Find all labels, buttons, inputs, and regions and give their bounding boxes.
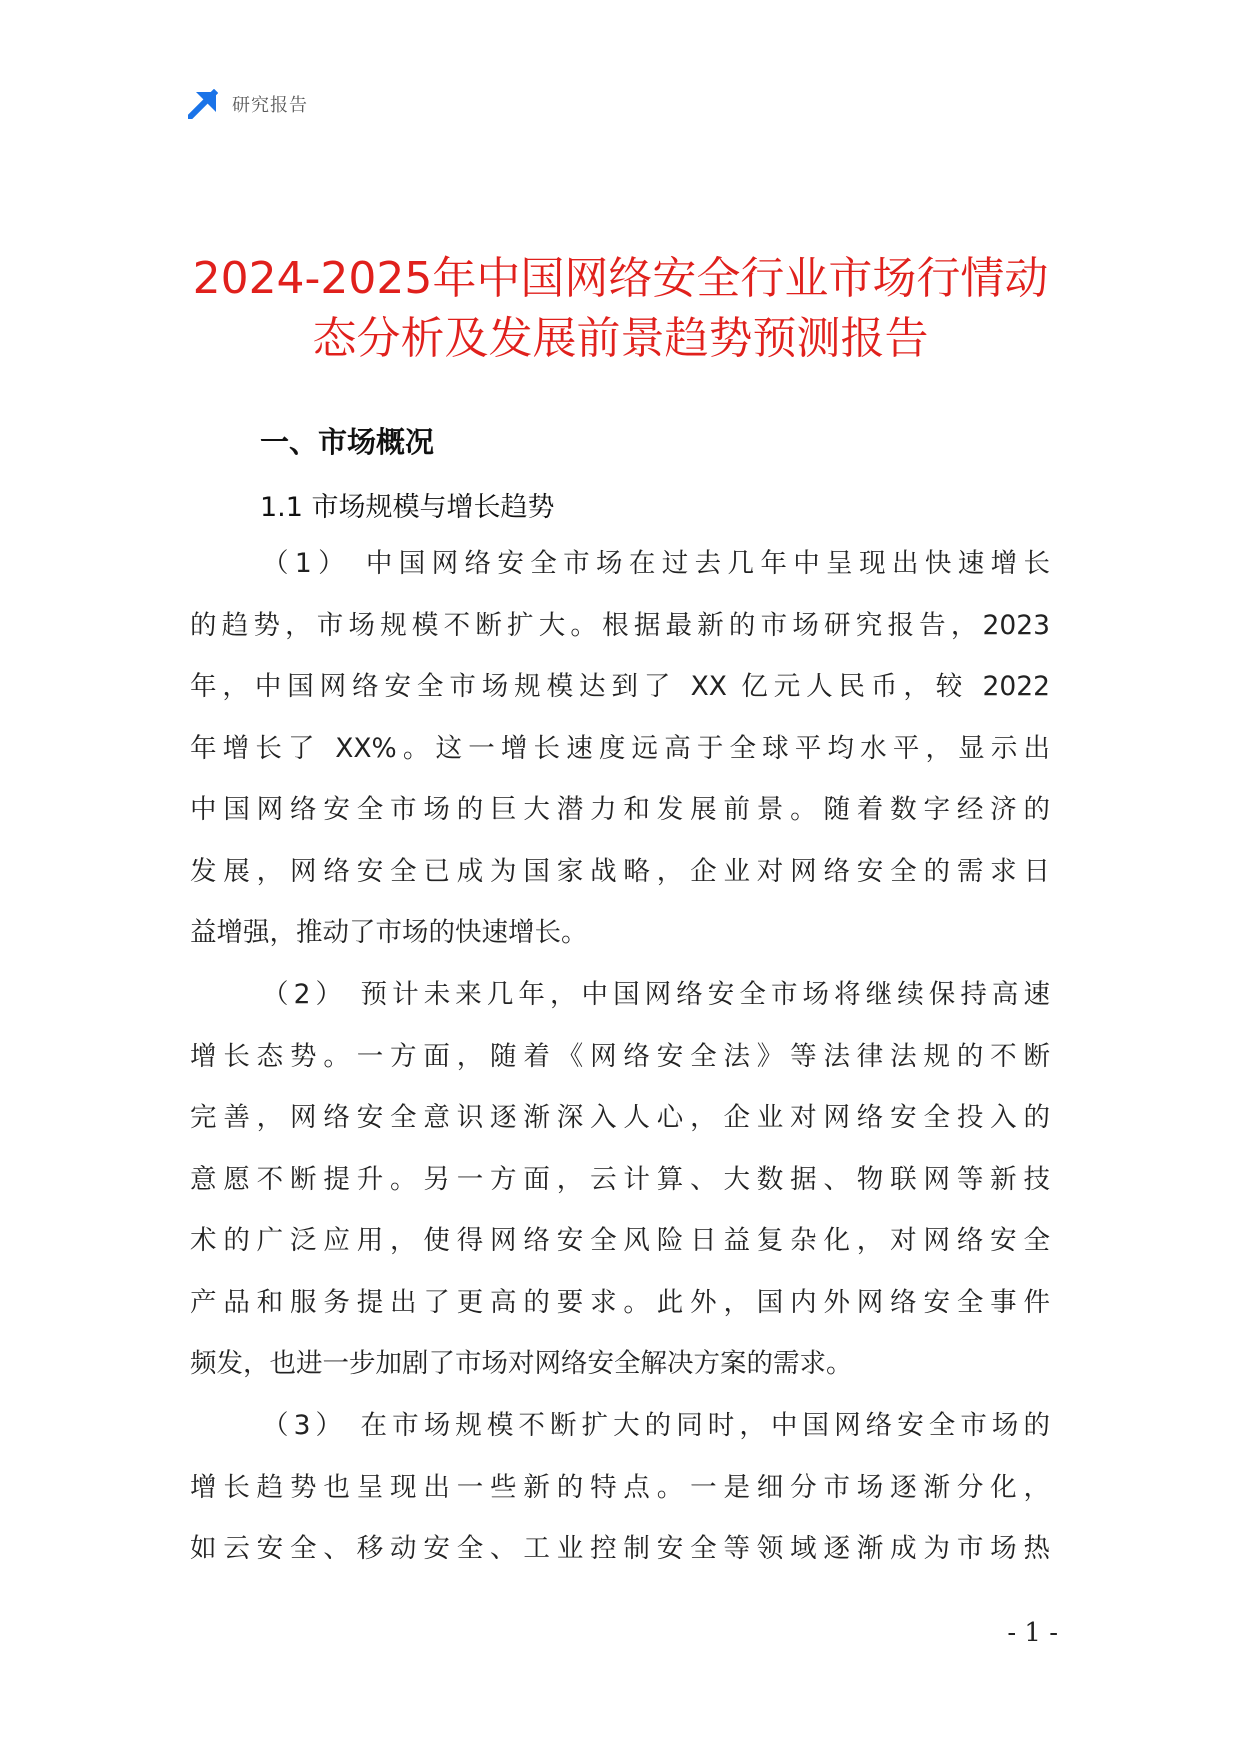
paragraph-line: 增长趋势也呈现出一些新的特点。一是细分市场逐渐分化，: [190, 1471, 1050, 1503]
paragraph-line: （3） 在市场规模不断扩大的同时，中国网络安全市场的: [262, 1410, 1050, 1441]
report-title-line-2: 态分析及发展前景趋势预测报告: [312, 313, 929, 365]
paragraph-line: 增长态势。一方面，随着《网络安全法》等法律法规的不断: [190, 1040, 1050, 1072]
paragraph-line: 如云安全、移动安全、工业控制安全等领域逐渐成为市场热: [190, 1533, 1050, 1564]
paragraph-line: 完善，网络安全意识逐渐深入人心，企业对网络安全投入的: [190, 1102, 1050, 1133]
section-heading: 一、市场概况: [260, 425, 435, 459]
paragraph-line: 意愿不断提升。另一方面，云计算、大数据、物联网等新技: [190, 1163, 1050, 1195]
report-header: [188, 88, 308, 120]
report-title-line-1: 2024-2025年中国网络安全行业市场行情动: [192, 253, 1049, 305]
paragraph-line: 的趋势，市场规模不断扩大。根据最新的市场研究报告，2023: [190, 609, 1050, 641]
paragraph-line: 年增长了 XX%。这一增长速度远高于全球平均水平，显示出: [190, 732, 1050, 764]
paragraph-line: 产品和服务提出了更高的要求。此外，国内外网络安全事件: [190, 1286, 1050, 1318]
report-title: [140, 249, 1101, 369]
paragraph-line: 频发，也进一步加剧了市场对网络安全解决方案的需求。: [190, 1348, 853, 1379]
paragraph-3: [190, 1395, 1050, 1580]
paragraph-line: （2） 预计未来几年，中国网络安全市场将继续保持高速: [262, 979, 1050, 1010]
arrow-up-right-icon: [188, 89, 218, 119]
header-label: 研究报告: [232, 95, 308, 116]
paragraph-1: [190, 533, 1050, 964]
paragraph-line: 年，中国网络安全市场规模达到了 XX 亿元人民币，较 2022: [190, 671, 1050, 702]
paragraph-2: [190, 964, 1050, 1395]
paragraph-line: 中国网络安全市场的巨大潜力和发展前景。随着数字经济的: [190, 794, 1050, 825]
page-number: - 1 -: [1007, 1618, 1058, 1648]
paragraph-line: 发展，网络安全已成为国家战略，企业对网络安全的需求日: [190, 855, 1050, 887]
paragraph-line: 术的广泛应用，使得网络安全风险日益复杂化，对网络安全: [190, 1225, 1050, 1256]
paragraph-line: 益增强，推动了市场的快速增长。: [190, 917, 588, 948]
paragraph-line: （1） 中国网络安全市场在过去几年中呈现出快速增长: [262, 548, 1050, 579]
subsection-heading: 1.1 市场规模与增长趋势: [260, 492, 555, 523]
